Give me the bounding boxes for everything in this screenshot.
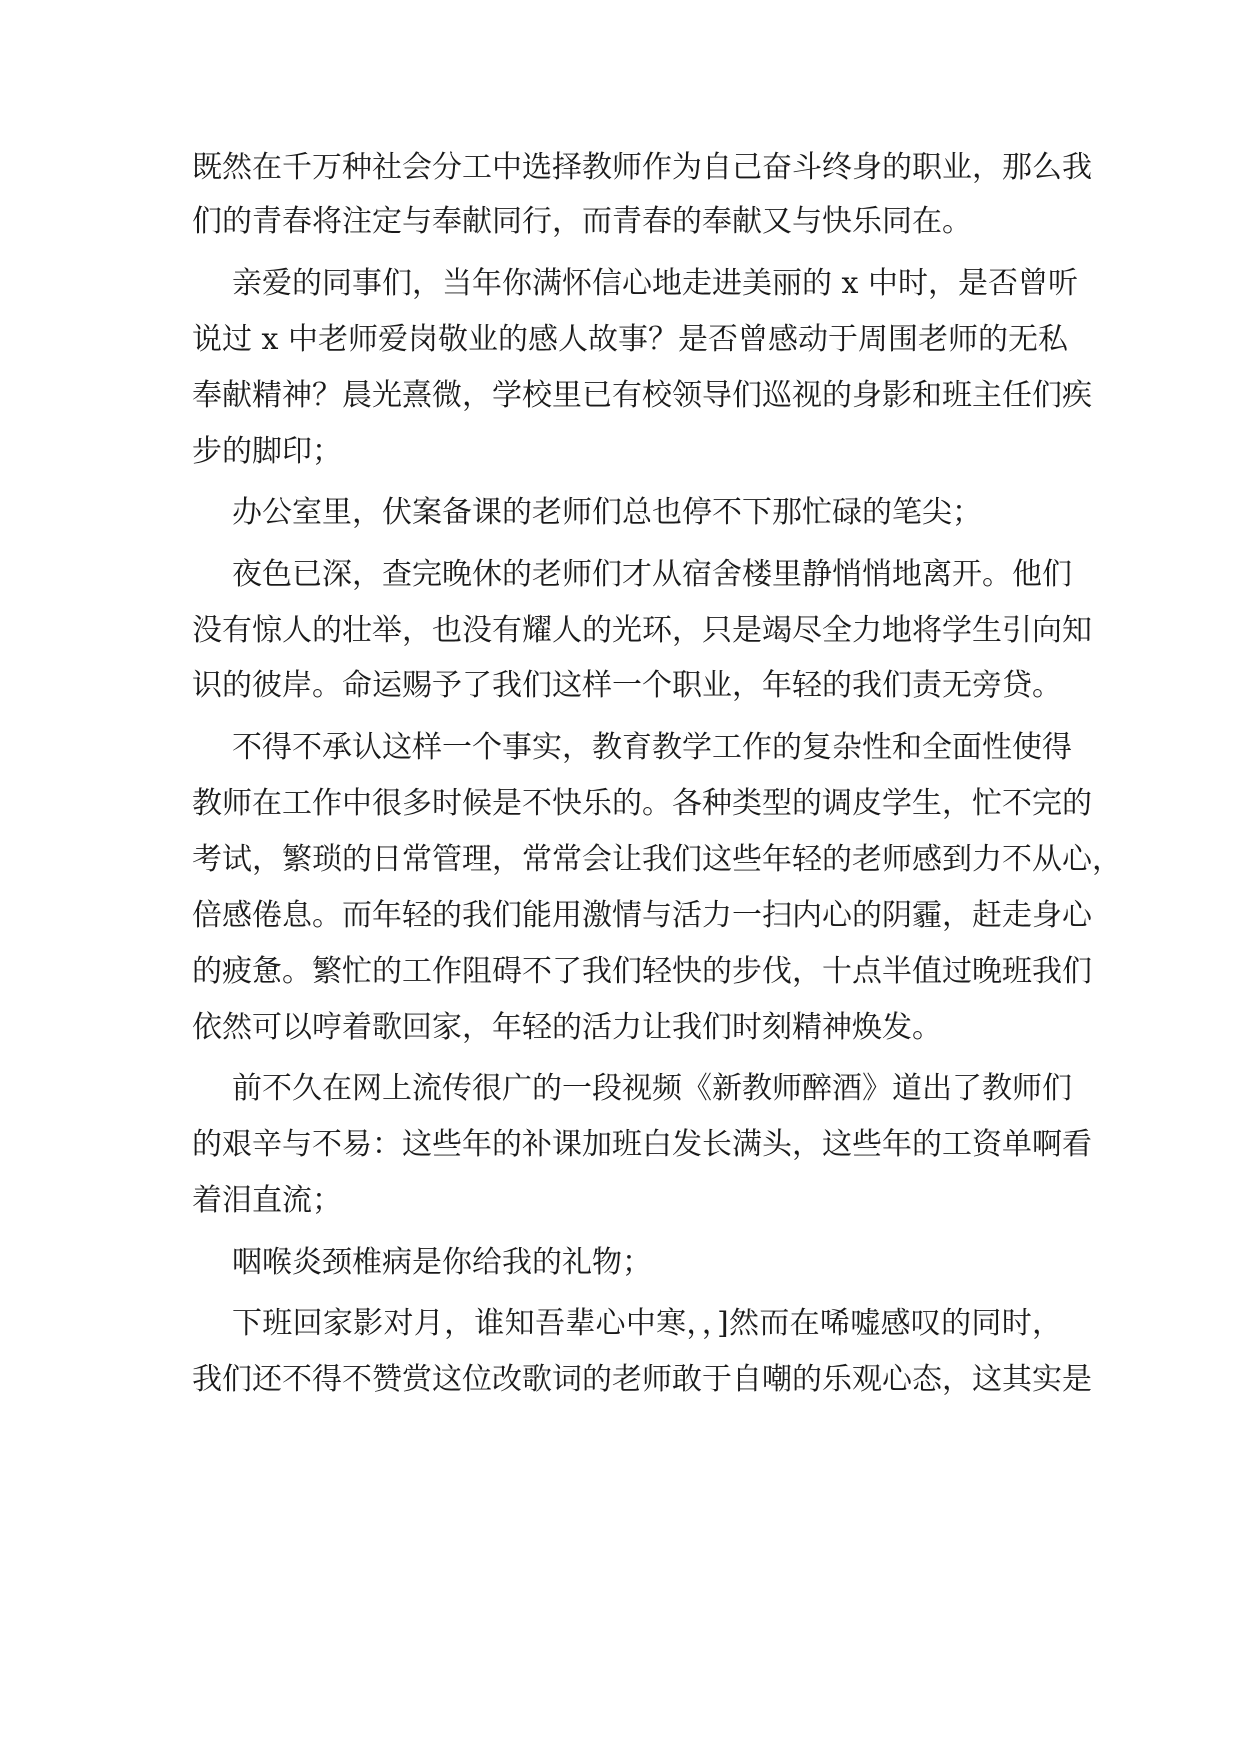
- text-line: 们的青春将注定与奉献同行，而青春的奉献又与快乐同在。: [192, 204, 972, 239]
- text-line: 亲爱的同事们，当年你满怀信心地走进美丽的 x 中时，是否曾听: [232, 266, 1078, 301]
- text-line: 办公室里，伏案备课的老师们总也停不下那忙碌的笔尖；: [232, 495, 982, 530]
- text-line: 依然可以哼着歌回家，年轻的活力让我们时刻精神焕发。: [192, 1010, 942, 1045]
- text-line: 既然在千万种社会分工中选择教师作为自己奋斗终身的职业，那么我: [192, 150, 1092, 185]
- text-line: 识的彼岸。命运赐予了我们这样一个职业，年轻的我们责无旁贷。: [192, 668, 1062, 703]
- text-line: 奉献精神？晨光熹微，学校里已有校领导们巡视的身影和班主任们疾: [192, 378, 1092, 413]
- text-line: 夜色已深，查完晚休的老师们才从宿舍楼里静悄悄地离开。他们: [232, 557, 1072, 592]
- text-line: 没有惊人的壮举，也没有耀人的光环，只是竭尽全力地将学生引向知: [192, 613, 1092, 648]
- text-line: 教师在工作中很多时候是不快乐的。各种类型的调皮学生，忙不完的: [192, 786, 1092, 821]
- text-line: 倍感倦息。而年轻的我们能用激情与活力一扫内心的阴霾，赶走身心: [192, 898, 1092, 933]
- text-line: 的疲惫。繁忙的工作阻碍不了我们轻快的步伐，十点半值过晚班我们: [192, 954, 1092, 989]
- text-line: 说过 x 中老师爱岗敬业的感人故事？是否曾感动于周围老师的无私: [192, 322, 1068, 357]
- text-line: 前不久在网上流传很广的一段视频《新教师醉酒》道出了教师们: [232, 1071, 1072, 1106]
- text-line: 步的脚印；: [192, 434, 342, 469]
- text-line: 着泪直流；: [192, 1183, 342, 1218]
- text-line: 下班回家影对月，谁知吾辈心中寒，，]然而在唏嘘感叹的同时，: [232, 1306, 1062, 1341]
- text-line: 我们还不得不赞赏这位改歌词的老师敢于自嘲的乐观心态，这其实是: [192, 1362, 1092, 1397]
- text-line: 咽喉炎颈椎病是你给我的礼物；: [232, 1245, 652, 1280]
- text-line: 考试，繁琐的日常管理，常常会让我们这些年轻的老师感到力不从心，: [192, 842, 1122, 877]
- text-line: 不得不承认这样一个事实，教育教学工作的复杂性和全面性使得: [232, 730, 1072, 765]
- text-line: 的艰辛与不易：这些年的补课加班白发长满头，这些年的工资单啊看: [192, 1127, 1092, 1162]
